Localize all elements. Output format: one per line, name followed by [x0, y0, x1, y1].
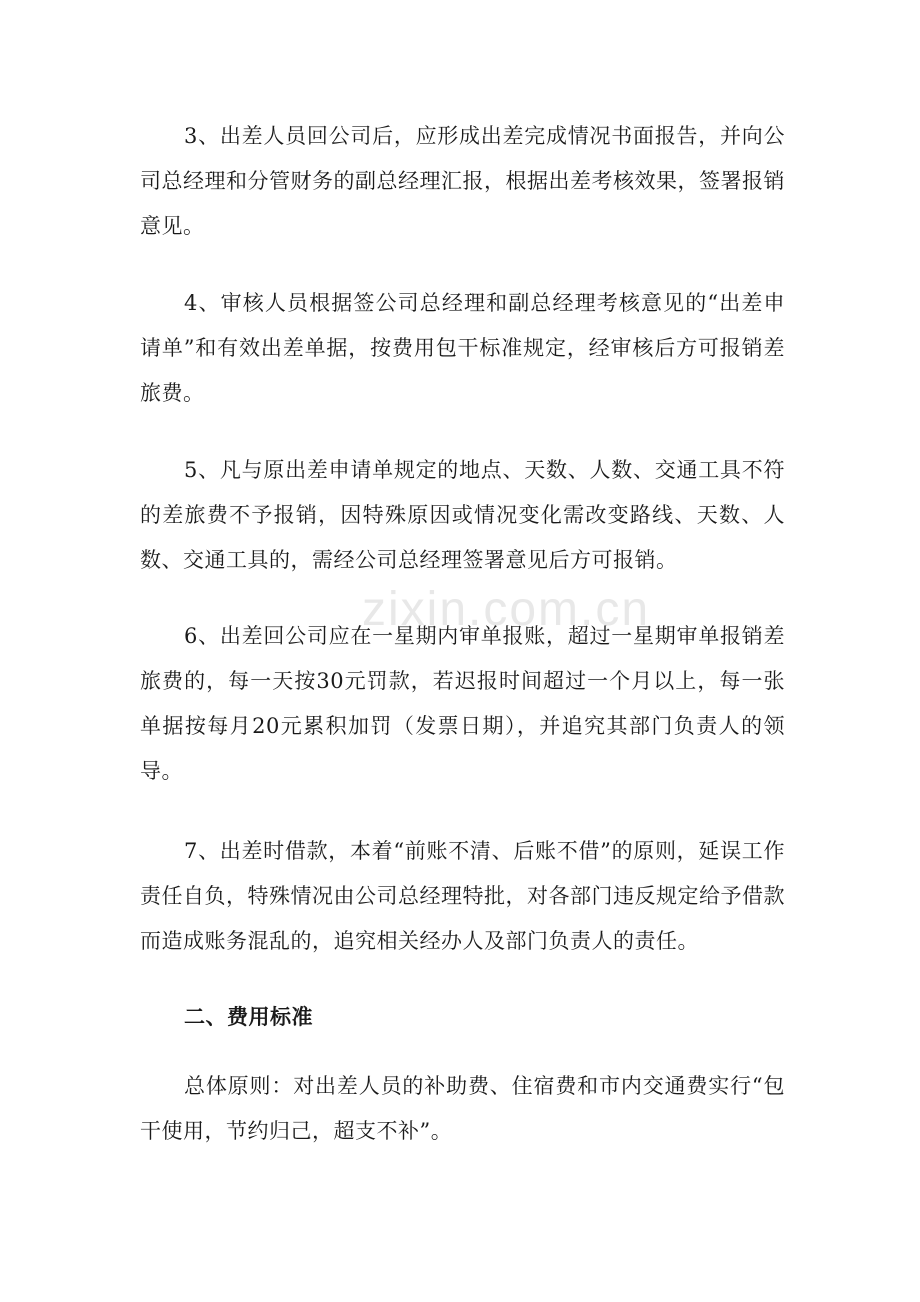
paragraph-6: 6、出差回公司应在一星期内审单报账，超过一星期审单报销差旅费的，每一天按30元罚款，若迟报时间超过一个月以上，每一张单据按每月20元累积加罚（发票日期），并追究其部门负责人的领导。: [140, 624, 785, 783]
section-heading: 二、费用标准: [184, 1004, 313, 1029]
paragraph-3: 3、出差人员回公司后，应形成出差完成情况书面报告，并向公司总经理和分管财务的副总经理汇报，根据出差考核效果，签署报销意见。: [140, 124, 785, 238]
watermark: zixin.com.cn: [362, 583, 651, 636]
paragraph-4: 4、审核人员根据签公司总经理和副总经理考核意见的“出差申请单”和有效出差单据，按费用包干标准规定，经审核后方可报销差旅费。: [140, 291, 785, 405]
principle-paragraph: 总体原则：对出差人员的补助费、住宿费和市内交通费实行“包干使用，节约归己，超支不补”。: [140, 1074, 785, 1143]
paragraph-5: 5、凡与原出差申请单规定的地点、天数、人数、交通工具不符的差旅费不予报销，因特殊原因或情况变化需改变路线、天数、人数、交通工具的，需经公司总经理签署意见后方可报销。: [140, 458, 785, 572]
paragraph-7: 7、出差时借款，本着“前账不清、后账不借”的原则，延误工作责任自负，特殊情况由公司总经理特批，对各部门违反规定给予借款而造成账务混乱的，追究相关经办人及部门负责人的责任。: [140, 839, 785, 953]
